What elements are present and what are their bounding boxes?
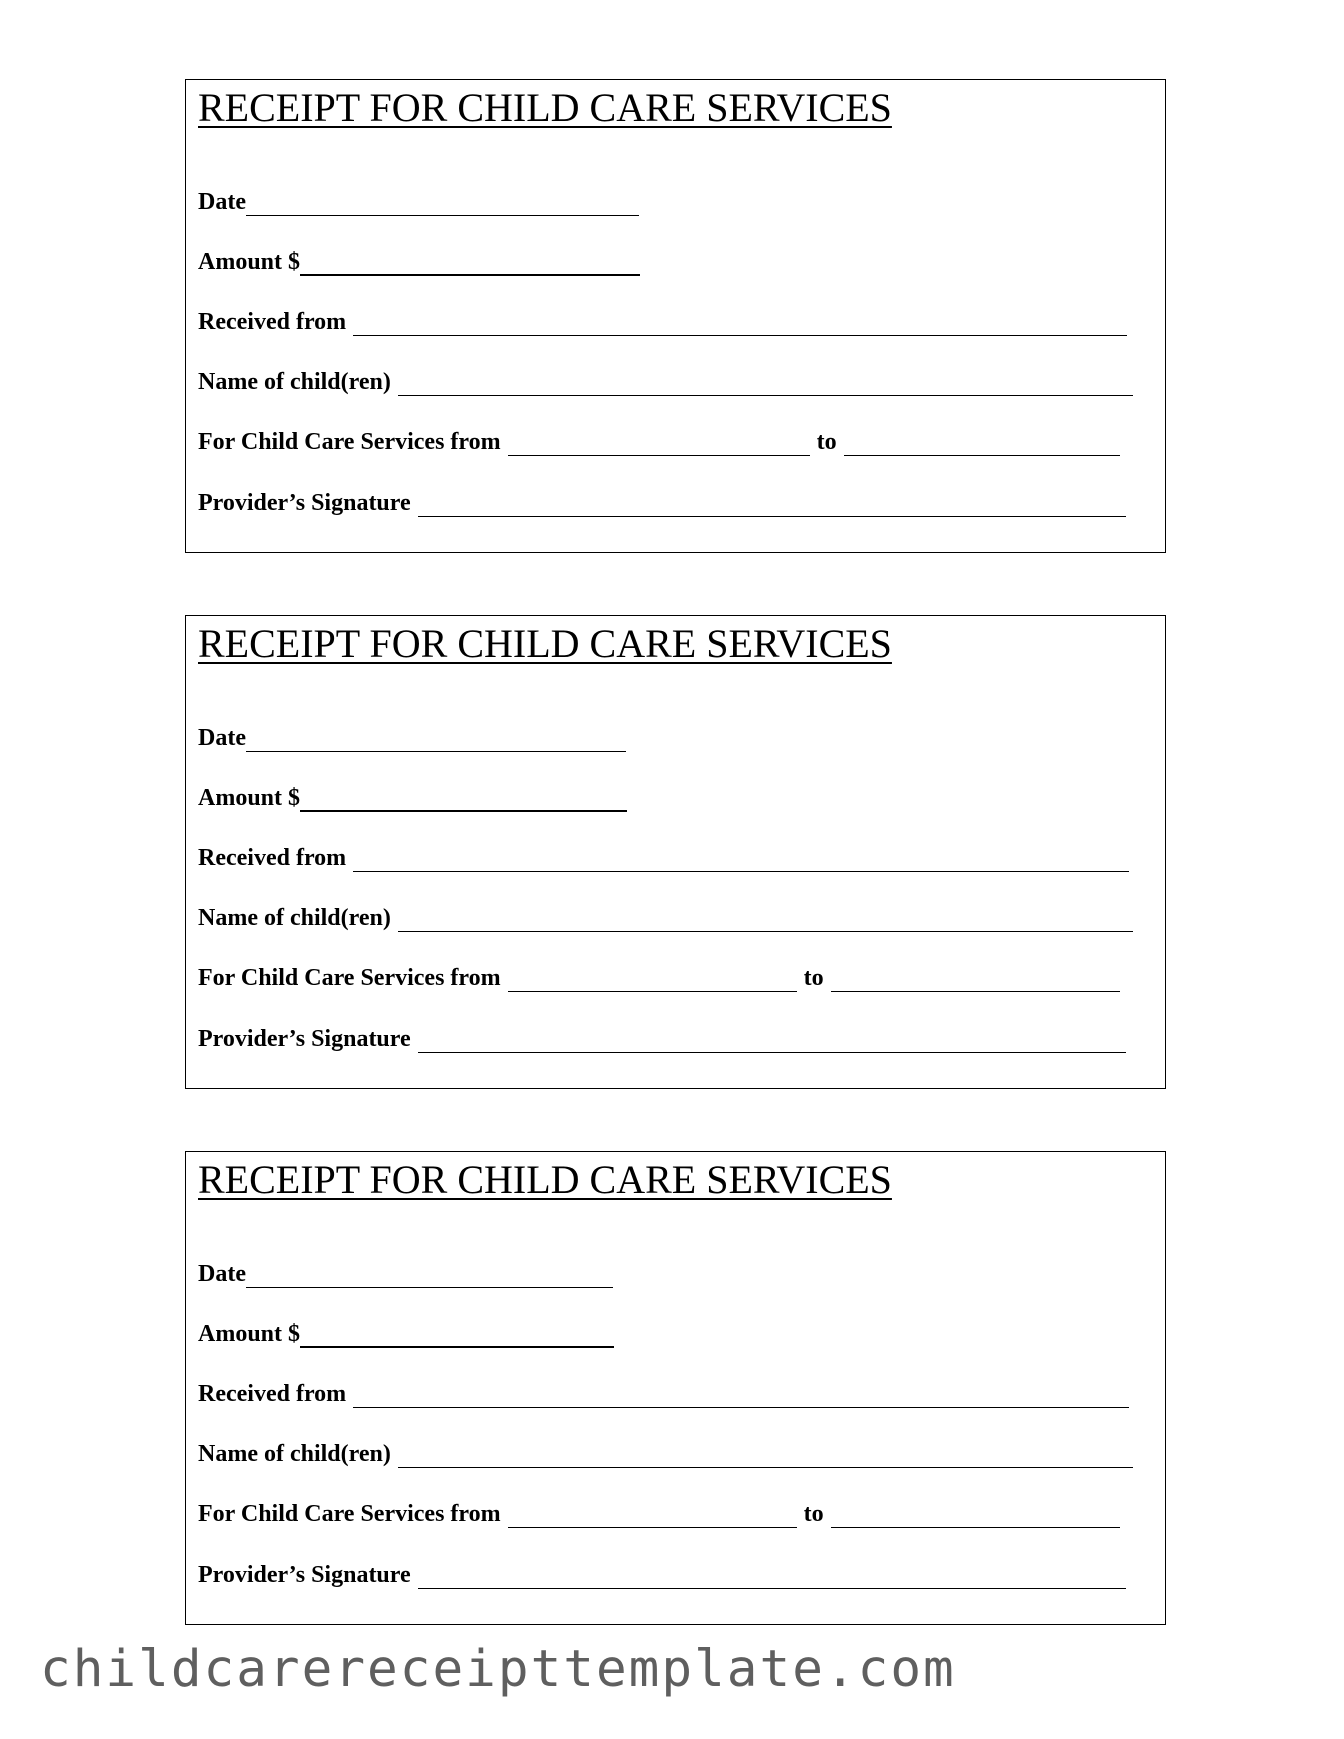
services-from-label: For Child Care Services from — [198, 965, 501, 991]
amount-label: Amount $ — [198, 785, 301, 811]
amount-field[interactable] — [300, 1324, 614, 1348]
received-from-row — [198, 308, 1127, 336]
signature-field[interactable] — [418, 1030, 1126, 1053]
receipt-form-1 — [185, 79, 1166, 553]
children-row — [198, 1440, 1133, 1468]
received-from-field[interactable] — [353, 313, 1127, 336]
signature-label: Provider’s Signature — [198, 1026, 411, 1052]
to-label: to — [803, 965, 824, 991]
receipt-form-3 — [185, 1151, 1166, 1625]
services-to-field[interactable] — [831, 1505, 1120, 1528]
services-from-field[interactable] — [508, 1505, 797, 1528]
service-period-row — [198, 428, 1120, 456]
signature-row — [198, 1025, 1126, 1053]
services-from-field[interactable] — [508, 433, 810, 456]
children-row — [198, 904, 1133, 932]
date-row — [198, 188, 639, 216]
service-period-row — [198, 964, 1120, 992]
amount-row — [198, 1320, 614, 1348]
date-label: Date — [198, 1261, 246, 1287]
amount-row — [198, 784, 627, 812]
amount-field[interactable] — [300, 252, 640, 276]
receipt-title: RECEIPT FOR CHILD CARE SERVICES — [198, 621, 892, 666]
services-from-label: For Child Care Services from — [198, 1501, 501, 1527]
service-period-row — [198, 1500, 1120, 1528]
signature-field[interactable] — [418, 1566, 1126, 1589]
services-from-label: For Child Care Services from — [198, 429, 501, 455]
date-row — [198, 1260, 613, 1288]
children-label: Name of child(ren) — [198, 905, 391, 931]
received-from-label: Received from — [198, 1381, 347, 1407]
signature-label: Provider’s Signature — [198, 1562, 411, 1588]
children-field[interactable] — [398, 1445, 1133, 1468]
received-from-label: Received from — [198, 309, 347, 335]
signature-label: Provider’s Signature — [198, 490, 411, 516]
services-from-field[interactable] — [508, 969, 797, 992]
receipt-title: RECEIPT FOR CHILD CARE SERVICES — [198, 1157, 892, 1202]
date-label: Date — [198, 725, 246, 751]
date-label: Date — [198, 189, 246, 215]
children-field[interactable] — [398, 373, 1133, 396]
date-field[interactable] — [246, 729, 626, 752]
to-label: to — [803, 1501, 824, 1527]
children-label: Name of child(ren) — [198, 1441, 391, 1467]
date-row — [198, 724, 626, 752]
site-watermark: childcarereceipttemplate.com — [40, 1640, 956, 1699]
amount-label: Amount $ — [198, 1321, 301, 1347]
signature-row — [198, 489, 1126, 517]
received-from-field[interactable] — [353, 849, 1129, 872]
children-field[interactable] — [398, 909, 1133, 932]
children-label: Name of child(ren) — [198, 369, 391, 395]
children-row — [198, 368, 1133, 396]
amount-field[interactable] — [300, 788, 627, 812]
received-from-field[interactable] — [353, 1385, 1129, 1408]
received-from-label: Received from — [198, 845, 347, 871]
date-field[interactable] — [246, 193, 639, 216]
received-from-row — [198, 844, 1129, 872]
services-to-field[interactable] — [831, 969, 1120, 992]
to-label: to — [816, 429, 837, 455]
receipt-title: RECEIPT FOR CHILD CARE SERVICES — [198, 85, 892, 130]
signature-row — [198, 1561, 1126, 1589]
signature-field[interactable] — [418, 494, 1126, 517]
amount-row — [198, 248, 640, 276]
receipt-form-2 — [185, 615, 1166, 1089]
received-from-row — [198, 1380, 1129, 1408]
services-to-field[interactable] — [844, 433, 1120, 456]
date-field[interactable] — [246, 1265, 613, 1288]
amount-label: Amount $ — [198, 249, 301, 275]
